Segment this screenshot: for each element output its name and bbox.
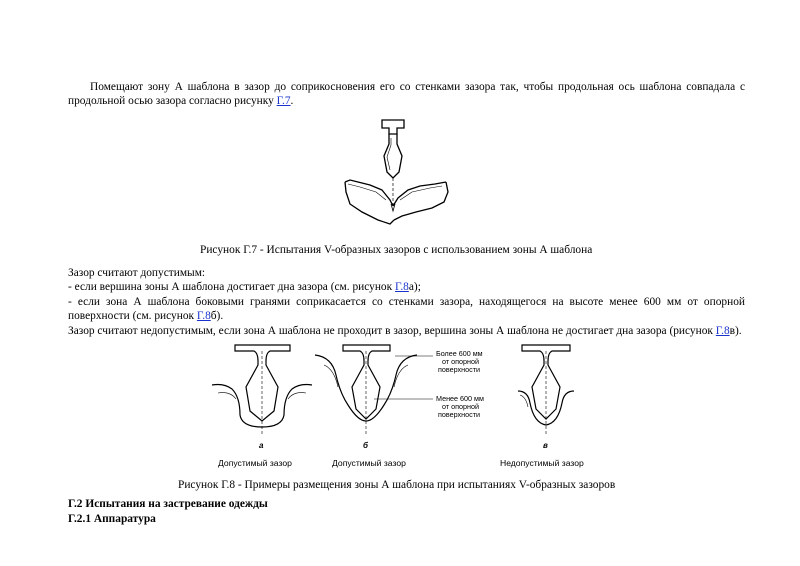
panel-caption-b: Допустимый зазор	[332, 458, 406, 468]
ref-figure-g7[interactable]: Г.7	[276, 95, 291, 108]
label-above-600-line3: поверхности	[438, 365, 481, 374]
section-heading-g21: Г.2.1 Аппаратура	[68, 513, 156, 525]
ref-figure-g8a[interactable]: Г.8	[395, 281, 409, 294]
ref-figure-g8c[interactable]: Г.8	[715, 324, 730, 337]
panel-caption-a: Допустимый зазор	[218, 458, 292, 468]
allowed-condition-a: - если вершина зоны А шаблона достигает дна зазора (см. рисунок Г.8а);	[68, 281, 421, 294]
panel-letter-a: а	[259, 441, 264, 450]
label-below-600-line2: от опорной	[442, 402, 479, 411]
label-above-600-line1: Более 600 мм	[436, 349, 483, 358]
figure-g8-panel-a	[212, 345, 312, 435]
figure-g8-caption: Рисунок Г.8 - Примеры размещения зоны А шаблона при испытаниях V-образных зазоров	[178, 479, 616, 491]
figure-g7-drawing	[340, 112, 460, 232]
intro-paragraph: Помещают зону А шаблона в зазор до соприкосновения его со стенками зазора так, чтобы продольная ось шаблона совпадала с продольной осью зазора согласно рисунку Г.7.	[68, 81, 745, 108]
section-heading-g2: Г.2 Испытания на застревание одежды	[68, 498, 268, 510]
intro-text: Помещают зону А шаблона в зазор до соприкосновения его со стенками зазора так, чтобы продольная ось шаблона совпадала с продольной осью зазора согласно рисунку	[68, 81, 745, 108]
panel-letter-b: б	[363, 441, 368, 450]
panel-letter-c: в	[543, 441, 548, 450]
figure-g7-caption: Рисунок Г.7 - Испытания V-образных зазоров с использованием зоны А шаблона	[200, 244, 593, 256]
label-above-600-line2: от опорной	[442, 357, 479, 366]
ref-figure-g8b[interactable]: Г.8	[196, 310, 211, 323]
figure-g8-panel-c	[518, 345, 574, 435]
label-below-600-line1: Менее 600 мм	[436, 394, 484, 403]
figure-g8-panel-b	[315, 345, 433, 435]
allowed-intro: Зазор считают допустимым:	[68, 267, 206, 279]
conditions-block	[68, 266, 745, 338]
panel-caption-c: Недопустимый зазор	[500, 458, 584, 468]
figure-g8-drawing	[200, 335, 620, 475]
label-below-600-line3: поверхности	[438, 410, 481, 419]
allowed-condition-b: - если зона А шаблона боковыми гранями соприкасается со стенками зазора, находящегося на высоте менее 600 мм от опорной поверхности (см. рисунок Г.8б).	[68, 295, 745, 323]
not-allowed-condition: Зазор считают недопустимым, если зона А шаблона не проходит в зазор, вершина зоны А шаблона не достигает дна зазора (рисунок Г.8в).	[68, 324, 742, 337]
